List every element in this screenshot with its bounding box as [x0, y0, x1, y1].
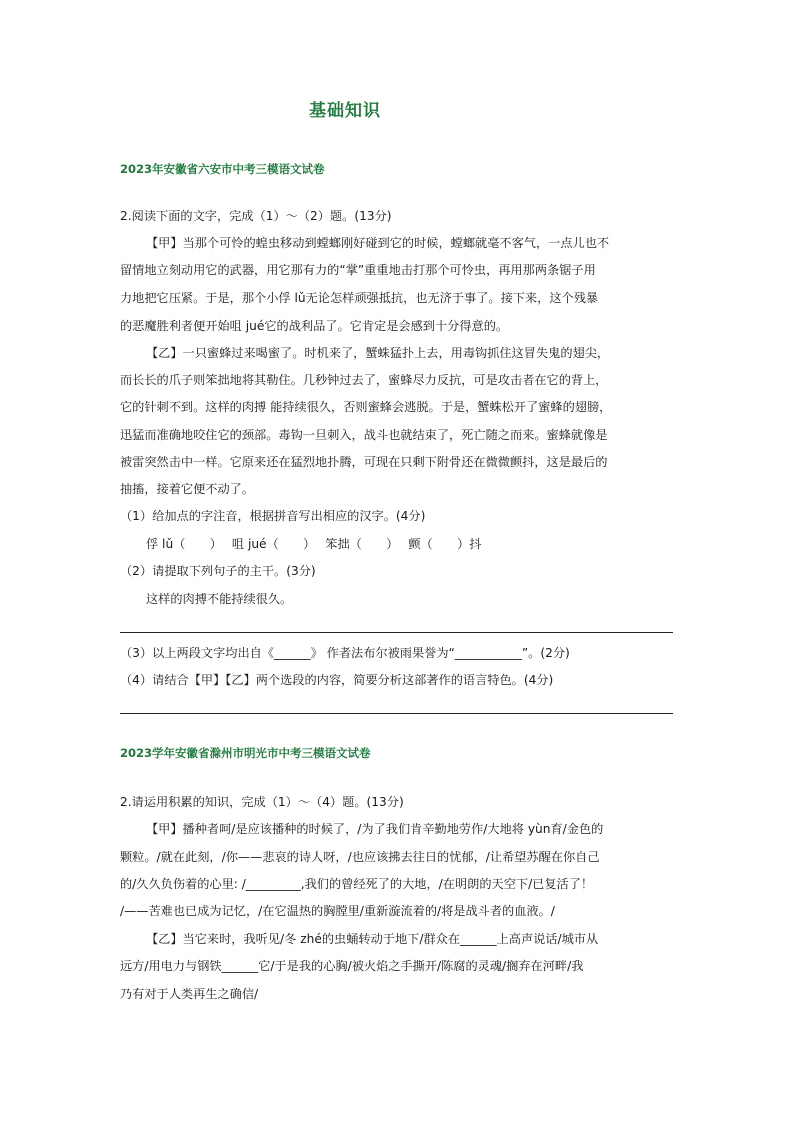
- exam1-jia-line: 的恶魔胜利者便开始咀 jué它的战利品了。它肯定是会感到十分得意的。: [120, 319, 509, 333]
- exam2-jia-line: 的/久久负伤着的心里: /_________,我们的曾经死了的大地，/在明朗的天空下/已复活了！: [120, 877, 594, 891]
- exam1-q4: （4）请结合【甲】【乙】两个选段的内容，简要分析这部著作的语言特色。(4分): [120, 673, 554, 687]
- answer-line: [120, 632, 673, 633]
- exam1-title: 2023年安徽省六安市中考三模语文试卷: [120, 162, 325, 176]
- exam1-yi-line: 而长长的爪子则笨拙地将其勒住。几秒钟过去了，蜜蜂尽力反抗，可是攻击者在它的背上，: [120, 373, 608, 387]
- exam2-yi-line: 乃有对于人类再生之确信/: [120, 987, 259, 1001]
- exam1-jia-line: 【甲】当那个可怜的蝗虫移动到螳螂刚好碰到它的时候，螳螂就毫不客气，一点儿也不: [146, 236, 610, 250]
- exam1-yi-line: 被雷突然击中一样。它原来还在猛烈地扑腾，可现在只剩下附骨还在微微颤抖，这是最后的: [120, 455, 608, 469]
- exam2-yi-line: 【乙】当它来时，我听见/冬 zhé的虫蛹转动于地下/群众在______上高声说话/城市从: [146, 932, 599, 946]
- exam2-jia-line: /——苦难也已成为记忆，/在它温热的胸膛里/重新漩流着的/将是战斗者的血液。/: [120, 904, 555, 918]
- exam2-jia-line: 【甲】播种者呵/是应该播种的时候了，/为了我们肯辛勤地劳作/大地将 yùn育/金色的: [146, 822, 604, 836]
- exam2-title: 2023学年安徽省滁州市明光市中考三模语文试卷: [120, 746, 371, 760]
- answer-line: [120, 713, 673, 714]
- exam1-yi-line: 它的针刺不到。这样的肉搏 能持续很久，否则蜜蜂会逃脱。于是，蟹蛛松开了蜜蜂的翅膀，: [120, 400, 612, 414]
- exam1-q1-blanks: 俘 lǔ（ ） 咀 jué（ ） 笨拙（ ） 颤（ ）抖: [146, 537, 482, 551]
- exam1-yi-line: 抽搐，接着它便不动了。: [120, 482, 255, 496]
- exam1-q3: （3）以上两段文字均出自《______》 作者法布尔被雨果誉为“___________”。(2分): [120, 646, 570, 660]
- exam1-q2: （2）请提取下列句子的主干。(3分): [120, 564, 316, 578]
- exam1-jia-line: 力地把它压紧。于是，那个小俘 lǔ无论怎样顽强抵抗，也无济于事了。接下来，这个残暴: [120, 291, 599, 305]
- exam1-question-intro: 2.阅读下面的文字，完成（1）～（2）题。(13分): [120, 209, 392, 223]
- exam1-q1: （1）给加点的字注音，根据拼音写出相应的汉字。(4分): [120, 509, 426, 523]
- exam1-q2-sentence: 这样的肉搏不能持续很久。: [146, 592, 293, 606]
- exam1-yi-line: 迅猛而准确地咬住它的颈部。毒钩一旦刺入，战斗也就结束了，死亡随之而来。蜜蜂就像是: [120, 428, 608, 442]
- exam1-jia-line: 留情地立刻动用它的武器，用它那有力的“掌”重重地击打那个可怜虫，再用那两条锯子用: [120, 263, 596, 277]
- exam1-yi-line: 【乙】一只蜜蜂过来喝蜜了。时机来了，蟹蛛猛扑上去，用毒钩抓住这冒失鬼的翅尖，: [146, 346, 610, 360]
- exam2-question-intro: 2.请运用积累的知识，完成（1）～（4）题。(13分): [120, 795, 404, 809]
- exam2-yi-line: 远方/用电力与钢铁______它/于是我的心胸/被火焰之手撕开/陈腐的灵魂/搁弃在河畔/我: [120, 959, 584, 973]
- page-title: 基础知识: [309, 101, 381, 121]
- exam2-jia-line: 颗粒。/就在此刻，/你——悲哀的诗人呀，/也应该拂去往日的忧郁，/让希望苏醒在你自己: [120, 850, 600, 864]
